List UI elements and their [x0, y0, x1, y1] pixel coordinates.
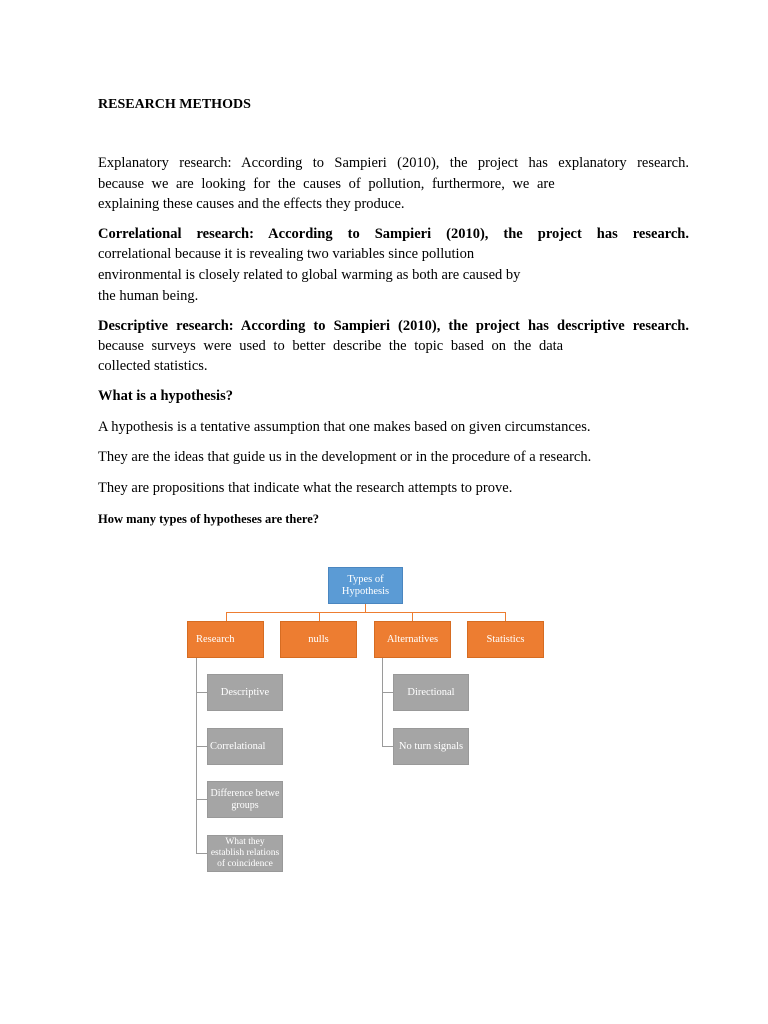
- child-label-no-turn-signals: No turn signals: [398, 740, 464, 752]
- child-node-directional: [393, 674, 469, 711]
- correlational-line-4: the human being.: [98, 288, 199, 304]
- explanatory-line-1: Explanatory research: According to Sampieri (2010), the project has explanatory research.: [98, 155, 689, 171]
- child-label-directional: Directional: [407, 686, 455, 698]
- hypothesis-line-3: They are propositions that indicate what the research attempts to prove.: [98, 480, 513, 496]
- document-title: RESEARCH METHODS: [98, 97, 251, 112]
- child-node-difference-between-groups: [207, 781, 283, 818]
- explanatory-line-2: because we are looking for the causes of pollution, furthermore, we are: [98, 176, 555, 192]
- explanatory-line-3: explaining these causes and the effects they produce.: [98, 196, 405, 212]
- research-children-trunk: [196, 658, 197, 854]
- hypothesis-heading: What is a hypothesis?: [98, 388, 233, 404]
- correlational-line-1: Correlational research: According to Sampieri (2010), the project has research.: [98, 226, 689, 242]
- child-label-difference-between-groups: Difference betwe groups: [210, 787, 280, 811]
- category-node-nulls: [280, 621, 357, 658]
- child-label-relations-of-coincidence: What they establish relations of coincidence: [210, 837, 280, 869]
- descriptive-line-3: collected statistics.: [98, 358, 208, 374]
- category-node-statistics: [467, 621, 544, 658]
- category-label-alternatives: Alternatives: [386, 633, 439, 645]
- correlational-line-2: correlational because it is revealing two variables since pollution: [98, 246, 475, 262]
- category-label-statistics: Statistics: [486, 633, 525, 645]
- category-node-research: [187, 621, 264, 658]
- alternatives-connector: [412, 612, 413, 621]
- root-node-types-of-hypothesis: [328, 567, 403, 604]
- statistics-connector: [505, 612, 506, 621]
- correlational-line-3: environmental is closely related to global warming as both are caused by: [98, 267, 521, 283]
- alternatives-children-trunk: [382, 658, 383, 747]
- child-node-correlational: [207, 728, 283, 765]
- child-label-descriptive: Descriptive: [220, 686, 270, 698]
- category-label-research: Research: [196, 633, 235, 645]
- descriptive-line-2: because surveys were used to better describe the topic based on the data: [98, 338, 564, 354]
- child-node-relations-of-coincidence: [207, 835, 283, 872]
- descriptive-line-1: Descriptive research: According to Sampieri (2010), the project has descriptive research.: [98, 318, 689, 334]
- child-node-descriptive: [207, 674, 283, 711]
- child-node-no-turn-signals: [393, 728, 469, 765]
- hypothesis-line-1: A hypothesis is a tentative assumption that one makes based on given circumstances.: [98, 419, 591, 435]
- category-bus-connector: [226, 612, 506, 613]
- root-connector: [365, 603, 366, 612]
- hypothesis-line-2: They are the ideas that guide us in the development or in the procedure of a research.: [98, 449, 592, 465]
- root-node-label: Types of Hypothesis: [341, 573, 390, 597]
- nulls-connector: [319, 612, 320, 621]
- category-label-nulls: nulls: [308, 633, 329, 645]
- category-node-alternatives: [374, 621, 451, 658]
- research-connector: [226, 612, 227, 621]
- child-label-correlational: Correlational: [210, 740, 266, 752]
- types-question: How many types of hypotheses are there?: [98, 512, 320, 526]
